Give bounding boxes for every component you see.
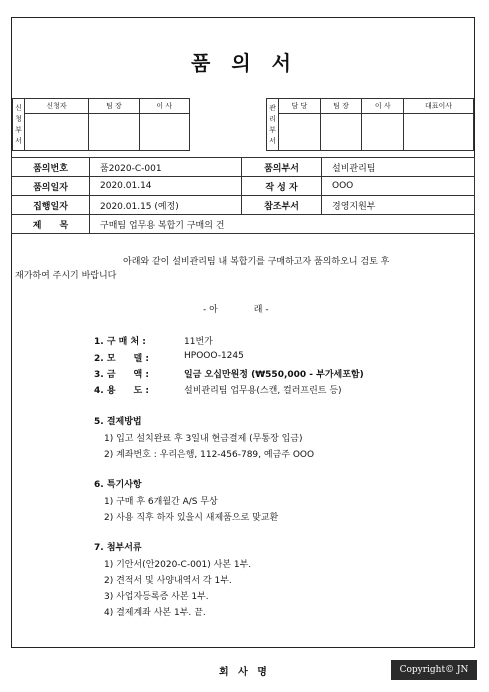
signature-cell[interactable] bbox=[404, 114, 474, 151]
copyright-badge: Copyright© JN bbox=[391, 660, 477, 680]
item-label: 1. 구 매 처 : bbox=[94, 337, 146, 347]
section-line: 4) 결제계좌 사본 1부. 끝. bbox=[104, 608, 206, 618]
approval-header: 이 사 bbox=[362, 99, 404, 114]
section-heading: 5. 결제방법 bbox=[94, 417, 142, 427]
item-label: 4. 용 도 : bbox=[94, 386, 149, 396]
company-name: 회 사 명 bbox=[219, 667, 270, 678]
exec-date-label: 집행일자 bbox=[12, 196, 90, 215]
ref-dept-label: 참조부서 bbox=[242, 196, 322, 215]
approval-box-requesting bbox=[12, 98, 190, 151]
ref-dept-value: 경영지원부 bbox=[322, 196, 475, 215]
dept-value: 설비관리팀 bbox=[322, 158, 475, 177]
item-value: 11번가 bbox=[184, 337, 213, 347]
section-line: 3) 사업자등록증 사본 1부. bbox=[104, 592, 209, 602]
signature-cell[interactable] bbox=[89, 114, 139, 151]
below-heading: - 아 래 - bbox=[203, 305, 269, 315]
date-value: 2020.01.14 bbox=[90, 177, 242, 196]
dept-label: 품의부서 bbox=[242, 158, 322, 177]
intro-line-1: 아래와 같이 설비관리팀 내 복합기를 구매하고자 품의하오니 검토 후 bbox=[123, 257, 390, 267]
item-value: HPOOO-1245 bbox=[184, 351, 244, 361]
approval-header: 담 당 bbox=[279, 99, 321, 114]
section-line: 2) 계좌번호 : 우리은행, 112-456-789, 예금주 OOO bbox=[104, 450, 315, 460]
signature-cell[interactable] bbox=[279, 114, 321, 151]
signature-cell[interactable] bbox=[320, 114, 362, 151]
intro-line-2: 재가하여 주시기 바랍니다 bbox=[15, 271, 117, 281]
section-heading: 6. 특기사항 bbox=[94, 480, 142, 490]
item-label: 2. 모 델 : bbox=[94, 354, 149, 364]
writer-label: 작 성 자 bbox=[242, 177, 322, 196]
exec-date-value: 2020.01.15 (예정) bbox=[90, 196, 242, 215]
document-title: 품 의 서 bbox=[191, 51, 298, 75]
date-label: 품의일자 bbox=[12, 177, 90, 196]
signature-cell[interactable] bbox=[362, 114, 404, 151]
section-heading: 7. 첨부서류 bbox=[94, 543, 142, 553]
intro-paragraph bbox=[15, 255, 467, 283]
approval-header: 팀 장 bbox=[320, 99, 362, 114]
section-line: 2) 견적서 및 사양내역서 각 1부. bbox=[104, 576, 232, 586]
approval-header: 팀 장 bbox=[89, 99, 139, 114]
approval-box-managing bbox=[266, 98, 474, 151]
approval-header: 신청자 bbox=[25, 99, 89, 114]
section-line: 1) 기안서(안2020-C-001) 사본 1부. bbox=[104, 560, 252, 570]
approval-header: 이 사 bbox=[139, 99, 189, 114]
info-table bbox=[11, 157, 475, 234]
approval-header: 대표이사 bbox=[404, 99, 474, 114]
item-label: 3. 금 액 : bbox=[94, 370, 149, 380]
doc-no-label: 품의번호 bbox=[12, 158, 90, 177]
doc-no-value: 품2020-C-001 bbox=[90, 158, 242, 177]
subject-value: 구매팀 업무용 복합기 구매의 건 bbox=[90, 215, 475, 234]
subject-label: 제 목 bbox=[12, 215, 90, 234]
approval-side-label-right: 관 리 부 서 bbox=[267, 99, 279, 151]
item-value: 일금 오십만원정 (₩550,000 - 부가세포함) bbox=[184, 370, 364, 380]
section-line: 2) 사용 직후 하자 있을시 새제품으로 맞교환 bbox=[104, 513, 279, 523]
section-line: 1) 구매 후 6개월간 A/S 무상 bbox=[104, 497, 218, 507]
signature-cell[interactable] bbox=[25, 114, 89, 151]
signature-cell[interactable] bbox=[139, 114, 189, 151]
approval-side-label-left: 신 청 부 서 bbox=[13, 99, 25, 151]
section-line: 1) 입고 설치완료 후 3일내 현금결제 (무통장 입금) bbox=[104, 434, 303, 444]
writer-value: OOO bbox=[322, 177, 475, 196]
item-value: 설비관리팀 업무용(스캔, 컬러프린트 등) bbox=[184, 386, 342, 396]
